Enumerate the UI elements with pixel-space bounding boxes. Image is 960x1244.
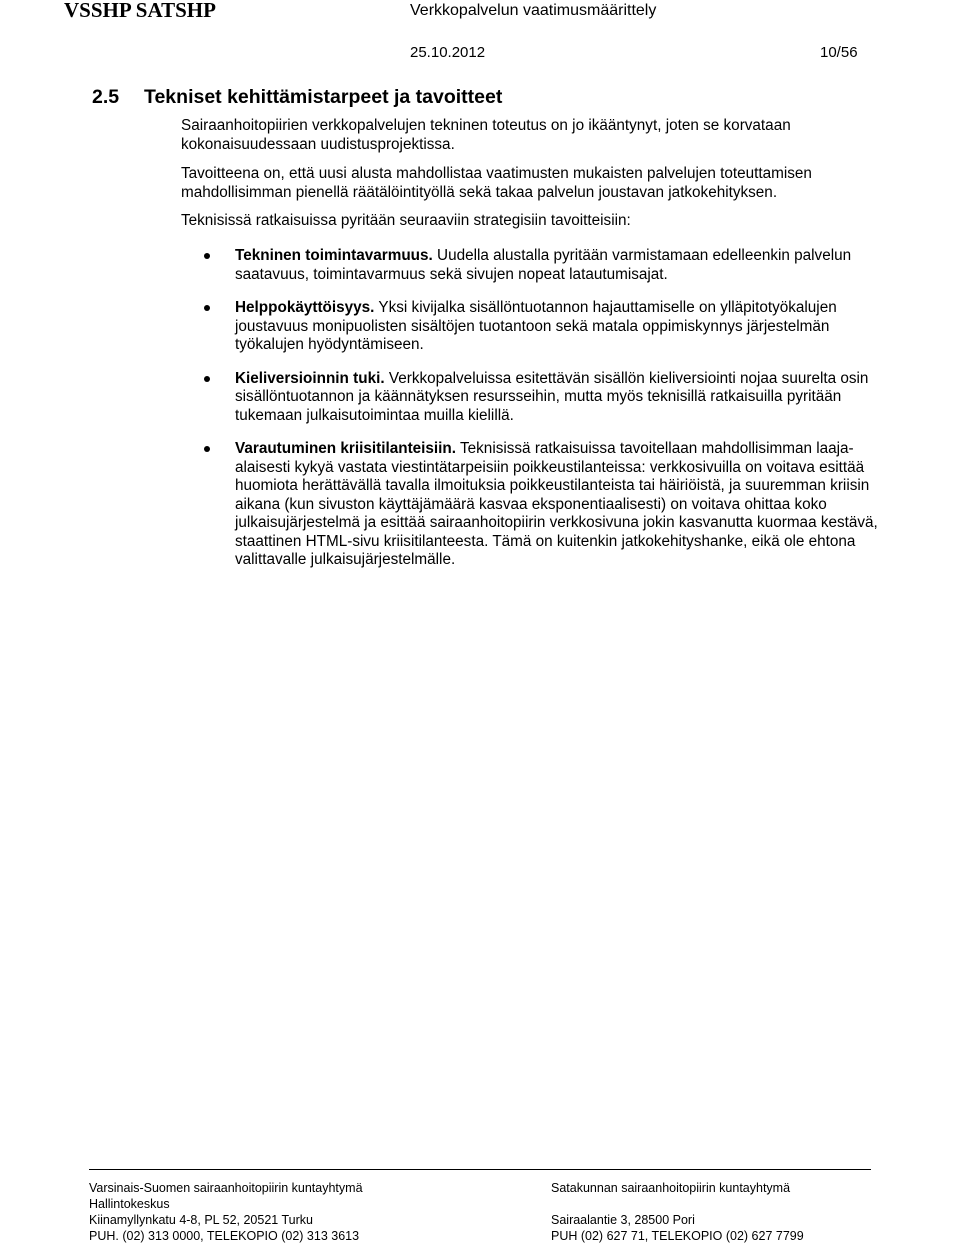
list-item (181, 440, 881, 570)
bullet-icon (204, 446, 210, 452)
section-title: Tekniset kehittämistarpeet ja tavoitteet (144, 86, 503, 108)
list-item-title: Varautuminen kriisitilanteisiin. (235, 440, 457, 457)
footer-right-line: Satakunnan sairaanhoitopiirin kuntayhtymä (551, 1181, 791, 1195)
organization-logo: VSSHP SATSHP (64, 0, 216, 22)
footer-right-address (551, 1180, 804, 1244)
strategy-list (181, 247, 881, 585)
bullet-icon (204, 376, 210, 382)
list-item-text: Uudella alustalla pyritään varmistamaan edelleenkin palvelun saatavuus, toimintavarmuus sekä sivujen nopeat latautumisajat. (235, 247, 852, 283)
bullet-icon (204, 305, 210, 311)
footer-right-line (551, 1196, 804, 1212)
list-item (181, 370, 881, 426)
list-item-text: Verkkopalveluissa esitettävän sisällön kieliversiointi nojaa suurelta osin sisällöntuotannon ja käännätyksen resursseihin, mutta myös teknisillä ratkaisuilla pyritään tukemaan julkaisutoimintaa muilla kielillä. (235, 369, 869, 424)
document-title: Verkkopalvelun vaatimusmäärittely (410, 2, 657, 19)
section-heading (92, 86, 502, 109)
list-item-title: Tekninen toimintavarmuus. (235, 247, 433, 264)
section-number: 2.5 (92, 86, 120, 108)
list-item (181, 299, 881, 355)
footer-left-line: Kiinamyllynkatu 4-8, PL 52, 20521 Turku (89, 1213, 313, 1227)
paragraph-goal: Tavoitteena on, että uusi alusta mahdollistaa vaatimusten mukaisten palvelujen toteuttamisen mahdollisimman pienellä räätälöintityöllä sekä takaa palvelun joustavan jatkokehityksen. (181, 165, 812, 201)
paragraph-intro: Sairaanhoitopiirien verkkopalvelujen tekninen toteutus on jo ikääntynyt, joten se korvataan kokonaisuudessaan uudistusprojektissa. (181, 117, 791, 153)
list-item-text: Teknisissä ratkaisuissa tavoitellaan mahdollisimman laaja-alaisesti kykyä vastata viestintätarpeisiin poikkeustilanteissa: verkkosivuilla on voitava esittää huomiota herättävällä tavalla ilmoituksia poikkeustilanteista tai häiriöistä, ja suuremman kriisin aikana (kun sivuston käyttäjämäärä kasvaa eksponentiaalisesti) on voitava ohittaa koko julkaisujärjestelmä ja esittää sairaanhoitopiirin verkkosivuna jokin kasvanutta kuormaa kestävä, staattinen HTML-sivu kriisitilanteesta. Tämä on kuitenkin jatkokehityshanke, eikä ole ehtona valittavalle julkaisujärjestelmälle. (235, 440, 878, 568)
list-item-text: Yksi kivijalka sisällöntuotannon hajauttamiselle on ylläpitotyökalujen joustavuus monipuolisten sisältöjen tuotantoon sekä matala oppimiskynnys järjestelmän työkalujen hyödyntämiseen. (235, 299, 837, 353)
list-item-title: Helppokäyttöisyys. (235, 299, 375, 316)
list-item-title: Kieliversioinnin tuki. (235, 369, 385, 387)
footer-divider (89, 1169, 871, 1170)
footer-left-address (89, 1180, 363, 1244)
paragraph-strategy-lead: Teknisissä ratkaisuissa pyritään seuraaviin strategisiin tavoitteisiin: (181, 212, 631, 229)
list-item (181, 247, 881, 284)
footer-left-line: PUH. (02) 313 0000, TELEKOPIO (02) 313 3613 (89, 1229, 360, 1243)
page-number: 10/56 (820, 44, 858, 61)
footer-right-line: PUH (02) 627 71, TELEKOPIO (02) 627 7799 (551, 1229, 804, 1243)
document-date: 25.10.2012 (410, 44, 486, 61)
footer-right-line: Sairaalantie 3, 28500 Pori (551, 1213, 695, 1227)
footer-left-line: Varsinais-Suomen sairaanhoitopiirin kuntayhtymä (89, 1181, 363, 1195)
footer-left-line: Hallintokeskus (89, 1197, 170, 1211)
bullet-icon (204, 253, 210, 259)
